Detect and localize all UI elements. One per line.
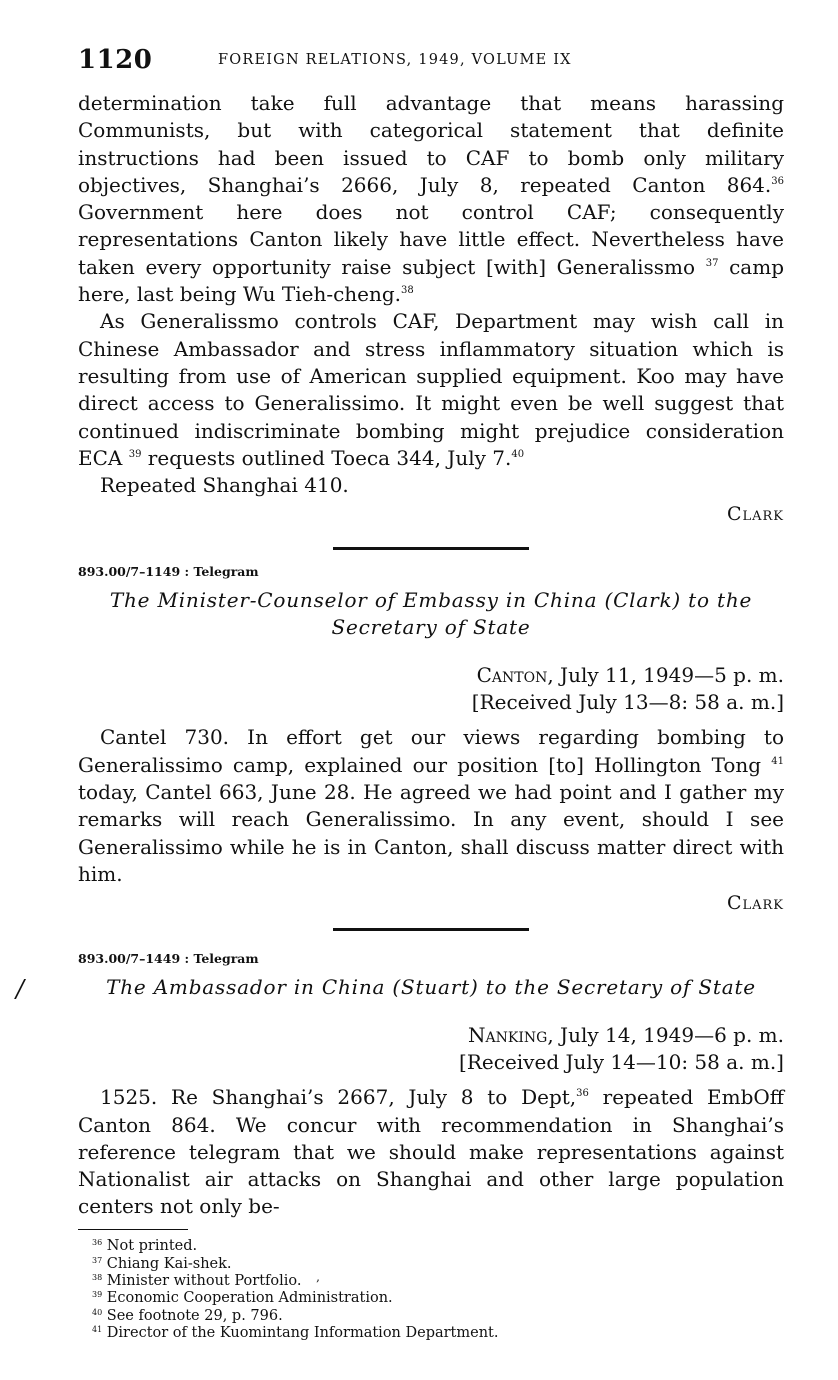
footnote-ref: 36 xyxy=(771,175,784,187)
page-number: 1120 xyxy=(78,45,153,75)
telegram-nanking xyxy=(78,951,784,1220)
paragraph: Repeated Shanghai 410. xyxy=(100,473,349,498)
margin-pencil-mark: / xyxy=(16,975,25,1003)
document-title: Secretary of State xyxy=(331,615,531,640)
paragraph: 1525. Re Shanghai’s 2667, July 8 to Dept,$^{36}$ repeated EmbOff Canton 864. We concur with recommendation in Shanghai’s reference telegram that we should make representations against Nationalist air attacks on Shanghai and other large population centers not only be- xyxy=(78,1085,785,1219)
received-line: [Received July 14—10: 58 a. m.] xyxy=(459,1050,784,1075)
paragraph: As Generalissmo controls CAF, Department may wish call in Chinese Ambassador and stress inflammatory situation which is resulting from use of American supplied equipment. Koo may have direct access to Generalissimo. It might even be well suggest that continued indiscriminate bombing might prejudice consideration ECA $^{39}$ requests outlined Toeca 344, July 7.40 xyxy=(78,309,784,470)
signature: Clark xyxy=(726,503,784,526)
footnote: $^{40}$ See footnote 29, p. 796. xyxy=(92,1307,283,1324)
paragraph: determination take full advantage that means harassing Communists, but with categorical statement that definite instructions had been issued to CAF to bomb only military objectives, Shanghai’s 2666, July 8, repeated Canton 864.36 Government here does not control CAF; consequently representations Canton likely have little effect. Nevertheless have taken every opportunity raise subject [with] Generalissmo $^{37}$ camp here, last being Wu Tieh-cheng.$^{38}$ xyxy=(78,91,785,307)
file-reference: 893.00/7–1149 : Telegram xyxy=(78,564,259,580)
dateline: Nanking, July 14, 1949—6 p. m. xyxy=(468,1023,784,1048)
document-title: The Minister-Counselor of Embassy in China (Clark) to the xyxy=(109,588,753,613)
signature: Clark xyxy=(726,892,784,915)
footnote-ref: 36 xyxy=(576,1088,589,1100)
footnote: $^{41}$ Director of the Kuomintang Information Department. xyxy=(92,1325,499,1342)
document-title: The Ambassador in China (Stuart) to the Secretary of State xyxy=(106,975,756,1000)
continued-telegram xyxy=(78,90,784,525)
page-header xyxy=(78,40,784,76)
footnote: $^{38}$ Minister without Portfolio. xyxy=(92,1273,302,1290)
section-divider xyxy=(333,547,529,550)
footnote: $^{39}$ Economic Cooperation Administration. xyxy=(92,1290,393,1307)
paragraph: Cantel 730. In effort get our views regarding bombing to Generalissimo camp, explained our position [to] Hollington Tong $^{41}$ today, Cantel 663, June 28. He agreed we had point and I gather my remarks will reach Generalissimo. In any event, should I see Generalissimo while he is in Canton, shall discuss matter direct with him. xyxy=(78,725,784,886)
footnote-ref: 40 xyxy=(511,448,525,460)
footnote-rule xyxy=(78,1229,188,1231)
telegram-canton xyxy=(78,564,784,914)
section-divider xyxy=(333,928,529,931)
footnote-ref: 37 xyxy=(705,257,719,269)
footnote-ref: 41 xyxy=(771,755,784,767)
file-reference: 893.00/7–1449 : Telegram xyxy=(78,951,259,967)
dateline: Canton, July 11, 1949—5 p. m. xyxy=(476,663,784,688)
stray-mark: ‚ xyxy=(316,1270,320,1284)
footnote-ref: 39 xyxy=(128,448,142,460)
footnote: $^{36}$ Not printed. xyxy=(92,1238,198,1255)
footnote-ref: 38 xyxy=(401,285,414,297)
running-head: FOREIGN RELATIONS, 1949, VOLUME IX xyxy=(218,52,572,68)
document-page xyxy=(78,40,784,1343)
footnotes xyxy=(78,1238,784,1342)
received-line: [Received July 13—8: 58 a. m.] xyxy=(471,690,784,715)
footnote: $^{37}$ Chiang Kai-shek. xyxy=(92,1255,232,1272)
